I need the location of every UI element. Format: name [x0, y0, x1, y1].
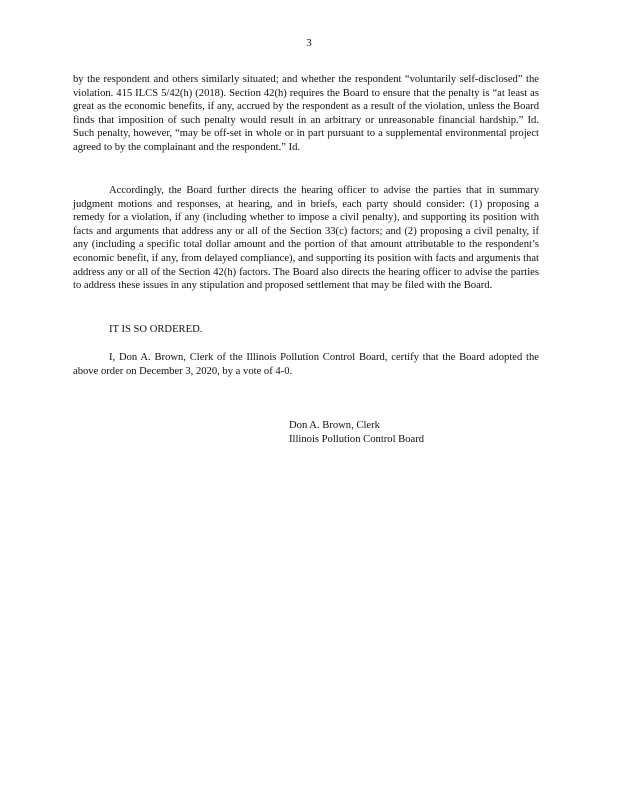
- signature-organization: Illinois Pollution Control Board: [289, 434, 425, 445]
- paragraph-hearing-directions: Accordingly, the Board further directs the hearing officer to advise the parties that in summary judgment motions and responses, at hearing, and in briefs, each party should consider: (1) proposing a remedy for a violation, if any (including whether to impose a civil penalty), and supporting its position with facts and arguments that address any or all of the Section 33(c) factors; and (2) proposing a civil penalty, if any (including a specific total dollar amount and the portion of that amount attributable to the respondent’s economic benefit, if any, from delayed compliance), and supporting its position with facts and arguments that address any or all of the Section 42(h) factors. The Board also directs the hearing officer to advise the parties to address these issues in any stipulation and proposed settlement that may be filed with the Board.: [73, 185, 539, 292]
- page-number: 3: [306, 37, 312, 49]
- signature-name: Don A. Brown, Clerk: [289, 420, 380, 431]
- paragraph-penalty-factors: by the respondent and others similarly situated; and whether the respondent “voluntarily self-disclosed” the violation. 415 ILCS 5/42(h) (2018). Section 42(h) requires the Board to ensure that the penalty is “at least as great as the economic benefits, if any, accrued by the respondent as a result of the violation, unless the Board finds that imposition of such penalty would result in an arbitrary or unreasonable financial hardship.” Id. Such penalty, however, “may be off-set in whole or in part pursuant to a supplemental environmental project agreed to by the complainant and the respondent.” Id.: [73, 74, 539, 153]
- paragraph-so-ordered: IT IS SO ORDERED.: [109, 324, 203, 335]
- signature-block: [289, 419, 424, 447]
- paragraph-clerk-certification: I, Don A. Brown, Clerk of the Illinois Pollution Control Board, certify that the Board adopted the above order on December 3, 2020, by a vote of 4-0.: [73, 352, 539, 377]
